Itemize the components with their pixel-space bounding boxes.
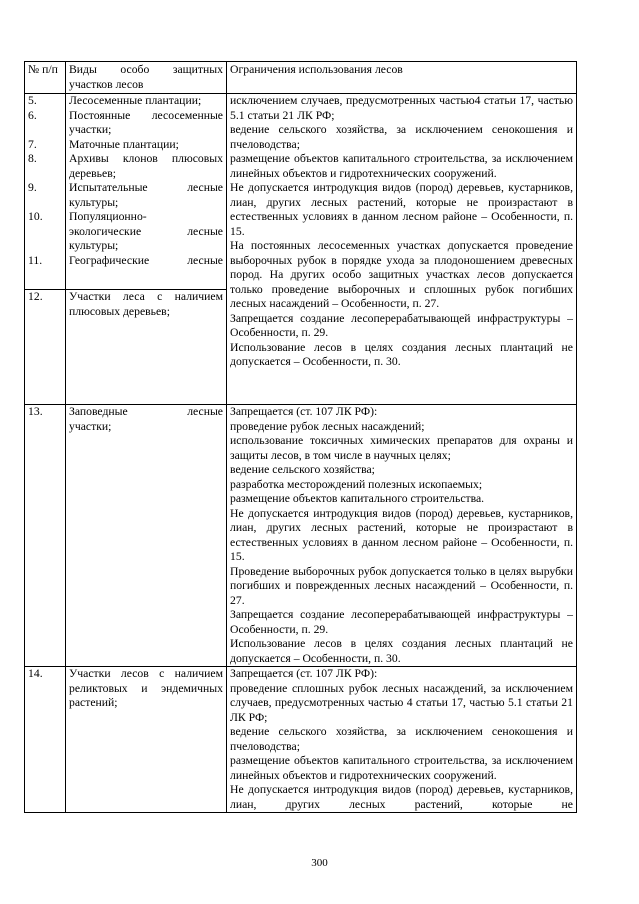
- type-line: участки;: [69, 123, 112, 136]
- row-number: 10.: [28, 210, 43, 223]
- restriction-paragraph: проведение сплошных рубок лесных насаждений, за исключением случаев, предусмотренных частью 4 статьи 17, частью 5.1 статьи 21 ЛК РФ;: [230, 681, 573, 724]
- group1-restrictions-cell: [227, 94, 577, 405]
- restriction-paragraph: размещение объектов капитального строительства.: [230, 492, 485, 505]
- table-row: [25, 405, 577, 667]
- restriction-paragraph: Запрещается (ст. 107 ЛК РФ):: [230, 667, 378, 680]
- type-line: экологические лесные: [69, 224, 223, 238]
- row-number: 8.: [28, 152, 37, 165]
- restriction-paragraph: Проведение выборочных рубок допускается только в целях вырубки погибших и поврежденных лесных насаждений – Особенности, п. 27.: [230, 564, 573, 607]
- restriction-paragraph: использование токсичных химических препаратов для охраны и защиты лесов, в том числе в научных целях;: [230, 434, 573, 462]
- restrictions-table: [24, 61, 577, 813]
- restriction-paragraph: Запрещается создание лесоперерабатывающей инфраструктуры – Особенности, п. 29.: [230, 608, 573, 636]
- type-line: реликтовых и эндемичных: [69, 681, 223, 695]
- row-number: [28, 239, 62, 254]
- type-line: культуры;: [69, 195, 119, 209]
- row12-type-cell: [66, 290, 227, 405]
- table-row: [25, 94, 577, 290]
- row-number: [28, 167, 62, 182]
- row13-type-cell: [66, 405, 227, 667]
- type-line: Заповедные лесные: [69, 405, 223, 418]
- type-line: Географические лесные: [69, 253, 223, 267]
- restriction-paragraph: Использование лесов в целях создания лесных плантаций не допускается – Особенности, п. 30.: [230, 637, 573, 665]
- row-number: 5.: [28, 94, 37, 107]
- restriction-paragraph: ведение сельского хозяйства, за исключением сенокошения и пчеловодства;: [230, 725, 573, 753]
- restriction-paragraph: ведение сельского хозяйства, за исключением сенокошения и пчеловодства;: [230, 123, 573, 151]
- type-line: Испытательные лесные: [69, 181, 223, 194]
- restriction-paragraph: Запрещается создание лесоперерабатывающей инфраструктуры – Особенности, п. 29.: [230, 311, 573, 339]
- group1-number-cell: [25, 94, 66, 290]
- type-line: плюсовых деревьев;: [69, 304, 170, 318]
- restriction-paragraph: Не допускается интродукция видов (пород) деревьев, кустарников, лиан, других лесных растений, которые не произрастают в естественных условиях в данном лесном районе – Особенности, п. 15.: [230, 181, 573, 238]
- restriction-paragraph: исключением случаев, предусмотренных частью4 статьи 17, частью 5.1 статьи 21 ЛК РФ;: [230, 94, 573, 122]
- type-line: деревьев;: [69, 166, 116, 180]
- header-type-line2: участков лесов: [69, 77, 144, 91]
- header-type: [66, 62, 227, 94]
- restriction-paragraph: Не допускается интродукция видов (пород) деревьев, кустарников, лиан, других лесных растений, которые не произрастают в естественных условиях в данном лесном районе – Особенности, п. 15.: [230, 506, 573, 563]
- type-line: Популяционно-: [69, 210, 147, 223]
- row13-restrictions-cell: [227, 405, 577, 667]
- row-number: 11.: [28, 253, 43, 267]
- header-number: № п/п: [25, 62, 66, 94]
- page-number: 300: [311, 857, 328, 869]
- group1-type-cell: [66, 94, 227, 290]
- restriction-paragraph: Использование лесов в целях создания лесных плантаций не допускается – Особенности, п. 30.: [230, 340, 573, 368]
- type-line: Постоянные лесосеменные: [69, 108, 223, 122]
- header-type-line1: Виды особо защитных: [69, 63, 223, 76]
- row12-number-cell: 12.: [25, 290, 66, 405]
- row-number: [28, 123, 62, 138]
- type-line: Маточные плантации;: [69, 137, 179, 151]
- restriction-paragraph: размещение объектов капитального строительства, за исключением линейных объектов и гидротехнических сооружений.: [230, 754, 573, 782]
- restriction-paragraph: ведение сельского хозяйства;: [230, 463, 375, 476]
- row14-restrictions-cell: [227, 667, 577, 813]
- row14-number-cell: 14.: [25, 667, 66, 813]
- header-restrictions: Ограничения использования лесов: [227, 62, 577, 94]
- restriction-paragraph: На постоянных лесосеменных участках допускается проведение выборочных рубок в порядке ухода за плодоношением древесных пород. На других особо защитных участках лесов допускается только проведение выборочных и сплошных рубок погибших лесных насаждений – Особенности, п. 27.: [230, 239, 573, 310]
- row-number: 6.: [28, 108, 37, 122]
- type-line: Участки леса с наличием: [69, 290, 223, 303]
- type-line: участки;: [69, 419, 112, 433]
- restriction-paragraph: размещение объектов капитального строительства, за исключением линейных объектов и гидротехнических сооружений.: [230, 152, 573, 180]
- type-line: Участки лесов с наличием: [69, 667, 223, 680]
- row13-number-cell: 13.: [25, 405, 66, 667]
- row14-type-cell: [66, 667, 227, 813]
- type-line: Лесосеменные плантации;: [69, 94, 202, 107]
- type-line: Архивы клонов плюсовых: [69, 152, 223, 165]
- restriction-paragraph: проведение рубок лесных насаждений;: [230, 419, 425, 433]
- type-line: растений;: [69, 696, 118, 709]
- row-number: 7.: [28, 137, 37, 151]
- table-row: [25, 667, 577, 813]
- restriction-paragraph: Не допускается интродукция видов (пород) деревьев, кустарников, лиан, других лесных растений, которые не: [230, 783, 573, 811]
- table-header-row: [25, 62, 577, 94]
- type-line: культуры;: [69, 239, 119, 252]
- row-number: [28, 196, 62, 211]
- row-number: [28, 225, 62, 240]
- row-number: 9.: [28, 181, 37, 194]
- restriction-paragraph: Запрещается (ст. 107 ЛК РФ):: [230, 405, 378, 418]
- restriction-paragraph: разработка месторождений полезных ископаемых;: [230, 477, 483, 491]
